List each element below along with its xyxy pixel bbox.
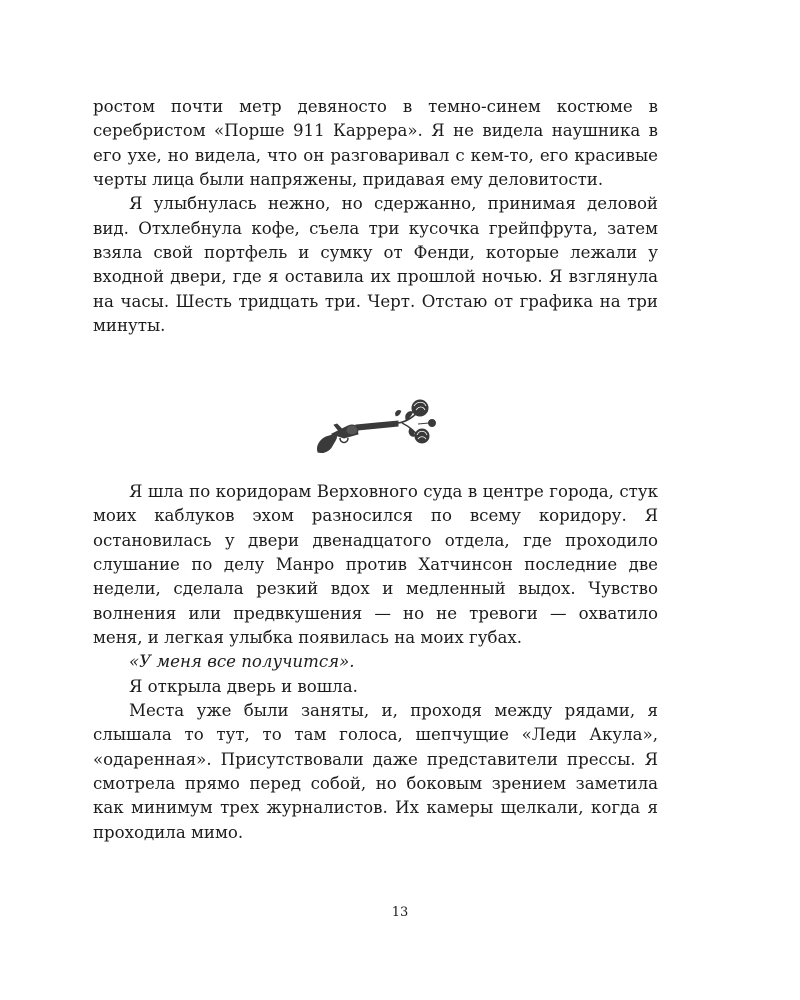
paragraph: Я улыбнулась нежно, но сдержанно, принимая деловой вид. Отхлебнула кофе, съела три кусочка грейпфрута, затем взяла свой портфель и сумку от Фенди, которые лежали у входной двери, где я оставила их прошлой ночью. Я взглянула на часы. Шесть тридцать три. Черт. Отстаю от графика на три минуты. bbox=[93, 194, 658, 336]
paragraph: ростом почти метр девяносто в темно-синем костюме в серебристом «Порше 911 Каррера». Я не видела наушника в его ухе, но видела, что он разговаривал с кем-то, его красивые черты лица были напряжены, придавая ему деловитости. bbox=[93, 97, 658, 190]
bottom-text-block bbox=[93, 480, 658, 845]
revolver-with-roses-icon bbox=[310, 392, 440, 458]
top-text-block bbox=[93, 95, 658, 338]
paragraph: Я шла по коридорам Верховного суда в центре города, стук моих каблуков эхом разносился по всему коридору. Я остановилась у двери двенадцатого отдела, где проходило слушание по делу Манро против Хатчинсон последние две недели, сделала резкий вдох и медленный выдох. Чувство волнения или предвкушения — но не тревоги — охватило меня, и легкая улыбка появилась на моих губах. bbox=[93, 482, 658, 648]
paragraph: Места уже были заняты, и, проходя между рядами, я слышала то тут, то там голоса, шепчущие «Леди Акула», «одаренная». Присутствовали даже представители прессы. Я смотрела прямо перед собой, но боковым зрением заметила как минимум трех журналистов. Их камеры щелкали, когда я проходила мимо. bbox=[93, 701, 658, 842]
paragraph: Я открыла дверь и вошла. bbox=[129, 676, 358, 696]
page-number: 13 bbox=[391, 905, 409, 920]
italic-thought: «У меня все получится». bbox=[129, 652, 355, 672]
